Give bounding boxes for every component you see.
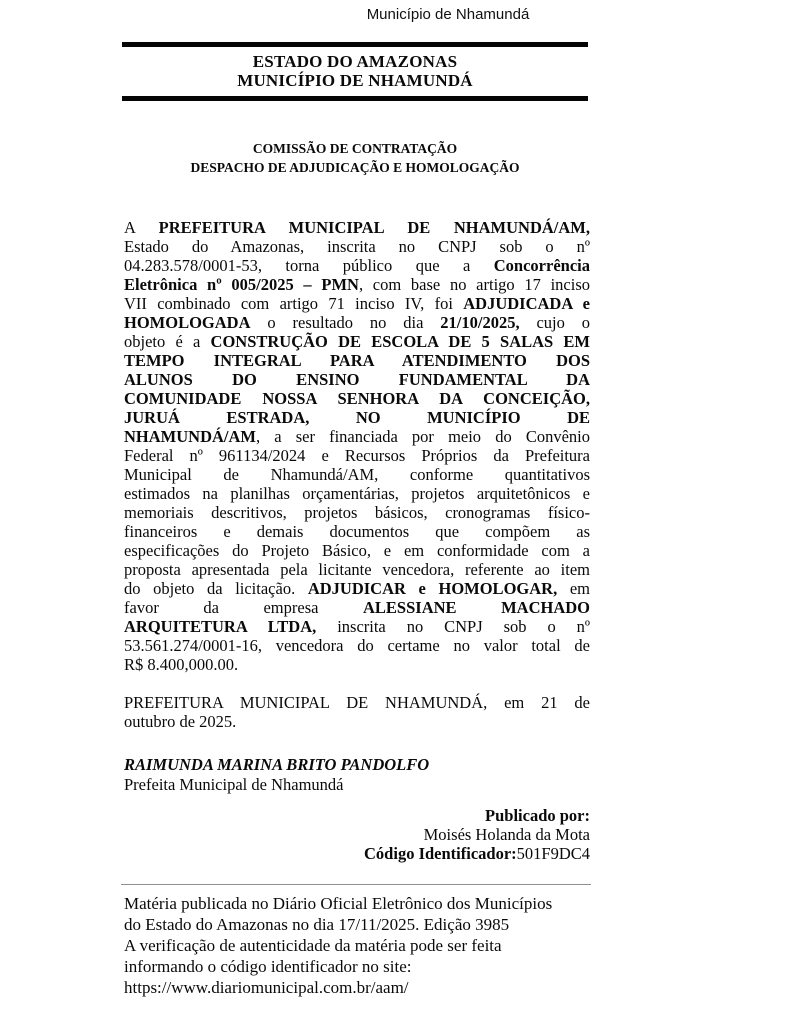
place-date-line: PREFEITURA MUNICIPAL DE NHAMUNDÁ, em 21 de outubro de 2025. xyxy=(124,693,590,731)
document-title: COMISSÃO DE CONTRATAÇÃO DESPACHO DE ADJUDICAÇÃO E HOMOLOGAÇÃO xyxy=(190,141,520,175)
state-municipality-banner xyxy=(122,42,588,101)
signature-name: RAIMUNDA MARINA BRITO PANDOLFO xyxy=(124,755,430,774)
footer-note: Matéria publicada no Diário Oficial Eletrônico dos Municípios do Estado do Amazonas no dia 17/11/2025. Edição 3985 A verificação de autenticidade da matéria pode ser feita informando o código identificador no site: xyxy=(124,894,553,976)
despacho-body-paragraph: A PREFEITURA MUNICIPAL DE NHAMUNDÁ/AM, Estado do Amazonas, inscrita no CNPJ sob o nº 04.283.578/0001-53, torna público que a Concorrência Eletrônica nº 005/2025 – PMN, com base no artigo 17 inciso VII combinado com artigo 71 inciso IV, foi ADJUDICADA e HOMOLOGADA o resultado no dia 21/10/2025, cujo o objeto é a CONSTRUÇÃO DE ESCOLA DE 5 SALAS EM TEMPO INTEGRAL PARA ATENDIMENTO DOS ALUNOS DO ENSINO FUNDAMENTAL DA COMUNIDADE NOSSA SENHORA DA CONCEIÇÃO, JURUÁ ESTRADA, NO MUNICÍPIO DE NHAMUNDÁ/AM, a ser financiada por meio do Convênio Federal nº 961134/2024 e Recursos Próprios da Prefeitura Municipal de Nhamundá/AM, conforme quantitativos estimados na planilhas orçamentárias, projetos arquitetônicos e memoriais descritivos, projetos básicos, cronogramas físico- financeiros e demais documentos que compõem as especificações do Projeto Básico, e em conformidade com a proposta apresentada pela licitante vencedora, referente ao item do objeto da licitação. ADJUDICAR e HOMOLOGAR, em favor da empresa ALESSIANE MACHADO ARQUITETURA LTDA, inscrita no CNPJ sob o nº 53.561.274/0001-16, vencedora do certame no valor total de R$ 8.400,000.00. xyxy=(124,218,590,674)
banner-title: ESTADO DO AMAZONAS MUNICÍPIO DE NHAMUNDÁ xyxy=(237,52,473,90)
signature-role: Prefeita Municipal de Nhamundá xyxy=(124,775,344,794)
footer-url: https://www.diariomunicipal.com.br/aam/ xyxy=(124,978,409,997)
footer-divider xyxy=(121,884,591,885)
published-by-block: Publicado por: Moisés Holanda da Mota Código Identificador:501F9DC4 xyxy=(364,806,590,863)
page-header-label: Município de Nhamundá xyxy=(366,6,530,23)
